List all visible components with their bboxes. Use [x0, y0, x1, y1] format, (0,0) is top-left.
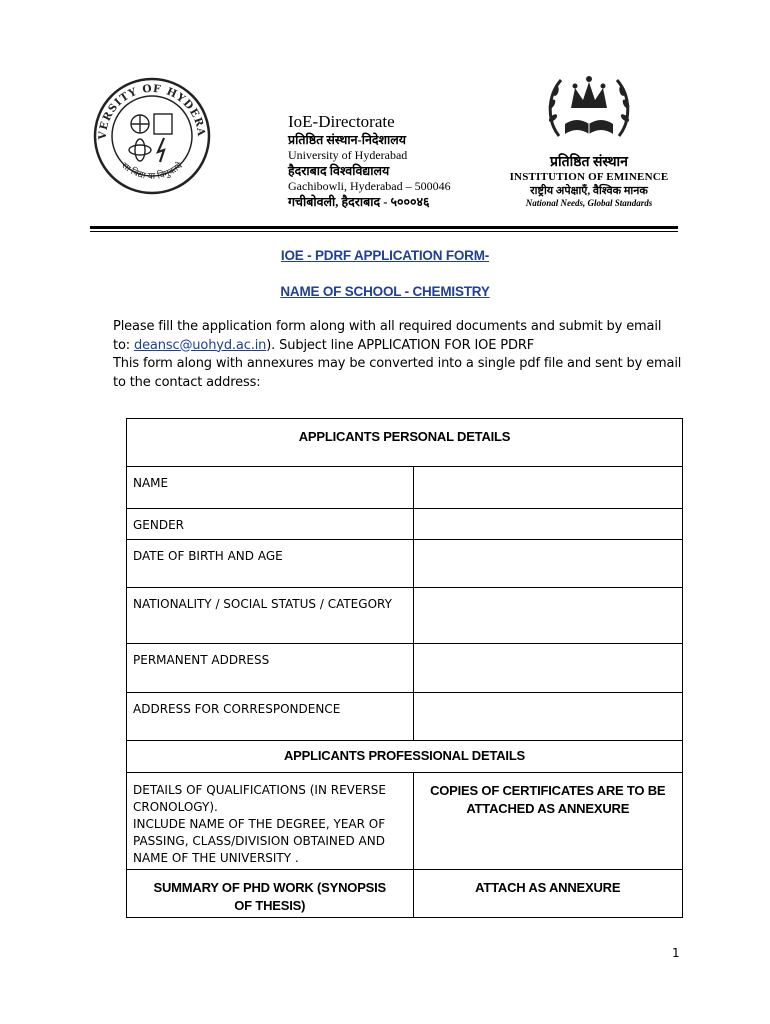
phd-annexure-note: ATTACH AS ANNEXURE [413, 870, 683, 918]
university-seal [92, 76, 212, 196]
svg-text:UNIVERSITY OF HYDERABAD [92, 76, 207, 141]
personal-details-heading: APPLICANTS PERSONAL DETAILS [127, 419, 683, 467]
instructions [113, 318, 688, 392]
contact-email-link[interactable]: deansc@uohyd.ac.in [133, 337, 267, 353]
seal-ring-text: VERSITY OF HYDERA [96, 82, 208, 140]
university-hindi: हैदराबाद विश्वविद्यालय [288, 164, 390, 178]
ioe-tagline: National Needs, Global Standards [525, 198, 653, 208]
permanent-address-label: PERMANENT ADDRESS [127, 644, 414, 693]
dob-age-input[interactable] [413, 540, 683, 588]
form-title: IOE - PDRF APPLICATION FORM- [280, 248, 490, 263]
qualifications-label [127, 773, 414, 870]
dob-age-label: DATE OF BIRTH AND AGE [127, 540, 414, 588]
instructions-line-4: to the contact address: [113, 374, 261, 390]
name-label: NAME [127, 467, 414, 509]
nationality-input[interactable] [413, 588, 683, 644]
directorate-title: IoE-Directorate [288, 112, 395, 131]
application-form-table [126, 418, 683, 918]
seal-motto: सा विद्या या विमुक्तये [119, 161, 185, 182]
ioe-tagline-hindi: राष्ट्रीय अपेक्षाएँ, वैश्विक मानक [530, 185, 648, 197]
address: Gachibowli, Hyderabad – 500046 [288, 179, 451, 193]
qualifications-note: INCLUDE NAME OF THE DEGREE, YEAR OF PASSING, CLASS/DIVISION OBTAINED AND NAME OF THE UNIVERSITY . [133, 817, 386, 865]
gender-label: GENDER [127, 509, 414, 540]
directorate-block [288, 112, 451, 210]
gender-input[interactable] [413, 509, 683, 540]
header-rule-thick [90, 226, 678, 229]
ioe-name: INSTITUTION OF EMINENCE [509, 171, 669, 183]
permanent-address-input[interactable] [413, 644, 683, 693]
ioe-hindi: प्रतिष्ठित संस्थान [550, 155, 628, 170]
name-input[interactable] [413, 467, 683, 509]
ioe-logo [500, 66, 678, 224]
directorate-hindi: प्रतिष्ठित संस्थान-निदेशालय [288, 133, 406, 147]
svg-text:सा विद्या या विमुक्तये [119, 159, 185, 182]
instructions-line-2 [113, 337, 688, 356]
qualifications-annexure-note: COPIES OF CERTIFICATES ARE TO BE ATTACHED AS ANNEXURE [413, 773, 683, 870]
nationality-label: NATIONALITY / SOCIAL STATUS / CATEGORY [127, 588, 414, 644]
qualifications-title: DETAILS OF QUALIFICATIONS (IN REVERSE CRONOLOGY). [133, 783, 386, 814]
page-number: 1 [672, 946, 680, 960]
correspondence-address-input[interactable] [413, 693, 683, 741]
professional-details-heading: APPLICANTS PROFESSIONAL DETAILS [127, 741, 683, 773]
correspondence-address-label: ADDRESS FOR CORRESPONDENCE [127, 693, 414, 741]
instructions-line-1: Please fill the application form along with all required documents and submit by email [113, 319, 662, 334]
address-hindi: गचीबोवली, हैदराबाद - ५०००४६ [288, 195, 430, 209]
university-name: University of Hyderabad [288, 148, 408, 162]
phd-summary-label: SUMMARY OF PHD WORK (SYNOPSIS OF THESIS) [127, 870, 414, 918]
crown-book-icon [539, 66, 639, 150]
instructions-subject: ). Subject line APPLICATION FOR IOE PDRF [266, 337, 535, 353]
header-rule-thin [90, 231, 678, 232]
instructions-prefix: to: [113, 337, 134, 353]
instructions-line-3: This form along with annexures may be converted into a single pdf file and sent by email [113, 356, 682, 371]
school-title: NAME OF SCHOOL - CHEMISTRY [280, 284, 490, 299]
